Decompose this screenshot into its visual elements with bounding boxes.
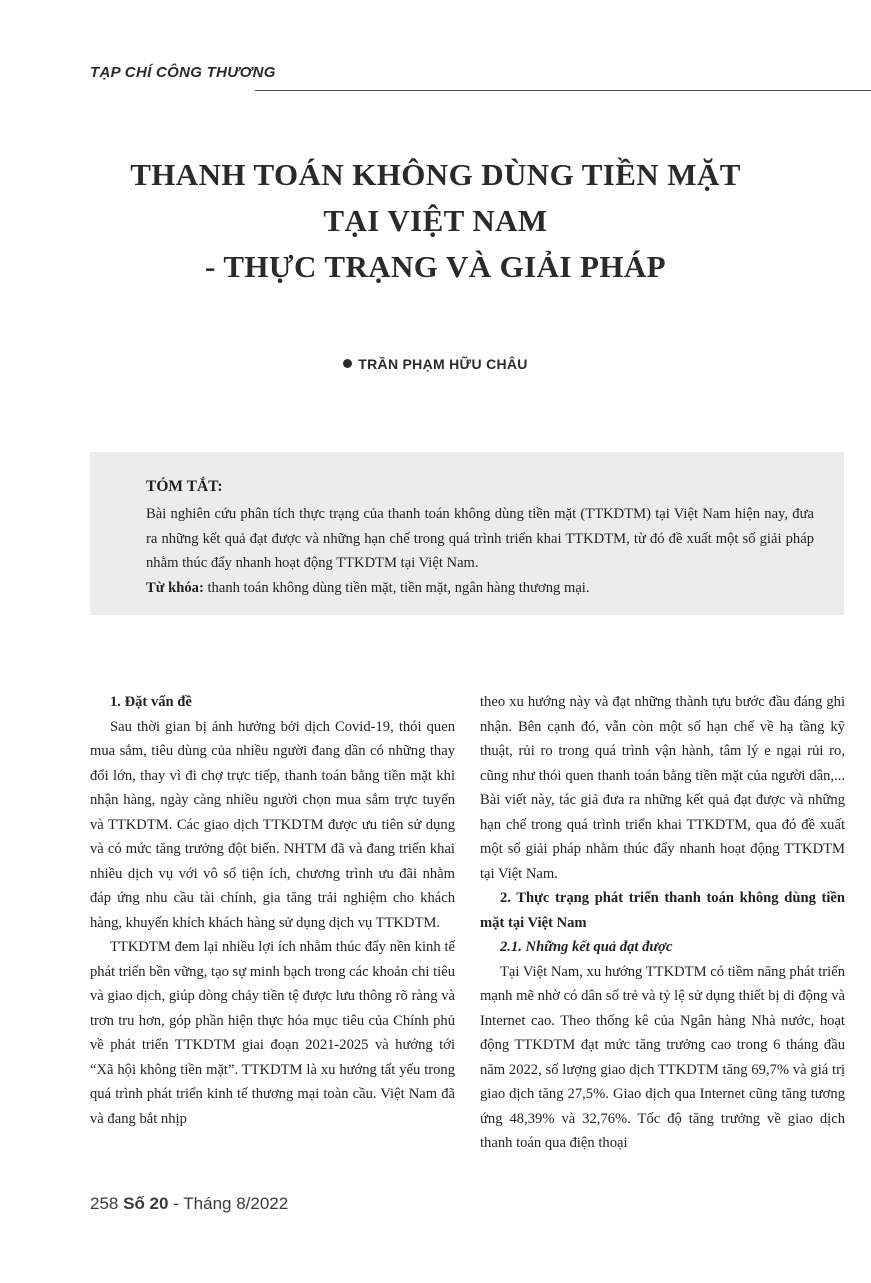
article-title	[0, 152, 871, 290]
keywords-label: Từ khóa:	[146, 579, 204, 596]
keywords-line	[146, 576, 814, 601]
issue-date: - Tháng 8/2022	[173, 1194, 289, 1213]
abstract-text: Bài nghiên cứu phân tích thực trạng của thanh toán không dùng tiền mặt (TTKDTM) tại Việt Nam hiện nay, đưa ra những kết quả đạt được và những hạn chế trong quá trình triển khai TTKDTM, từ đó đề xuất một số giải pháp nhằm thúc đẩy nhanh hoạt động TTKDTM tại Việt Nam.	[146, 506, 814, 571]
author-name: TRẦN PHẠM HỮU CHÂU	[358, 356, 528, 372]
issue-number: Số 20	[123, 1194, 169, 1213]
section-1-heading: 1. Đặt vấn đề	[110, 694, 192, 710]
abstract-heading: TÓM TẮT:	[146, 478, 223, 495]
body-column-right	[480, 690, 845, 1156]
paragraph: Tại Việt Nam, xu hướng TTKDTM có tiềm năng phát triển mạnh mẽ nhờ có dân số trẻ và tỷ lệ sử dụng thiết bị di động và Internet cao. Theo thống kê của Ngân hàng Nhà nước, hoạt động TTKDTM đạt mức tăng trưởng cao trong 6 tháng đầu năm 2022, số lượng giao dịch TTKDTM tăng 69,7% và giá trị giao dịch tăng 27,5%. Giao dịch qua Internet cũng tăng tương ứng 48,39% và 32,76%. Tốc độ tăng trưởng về giao dịch thanh toán qua điện thoại	[480, 963, 845, 1151]
paragraph: Sau thời gian bị ảnh hưởng bởi dịch Covid-19, thói quen mua sắm, tiêu dùng của nhiều người đang dần có những thay đổi lớn, thay vì đi chợ trực tiếp, thanh toán bằng tiền mặt khi nhận hàng, ngày càng nhiều người chọn mua sắm trực tuyến và TTKDTM. Các giao dịch TTKDTM được ưu tiên sử dụng và có mức tăng trưởng đột biến. NHTM đã và đang triển khai nhiều dịch vụ với vô số tiện ích, chương trình ưu đãi nhằm đáp ứng nhu cầu tài chính, gia tăng trải nghiệm cho khách hàng, khuyến khích khách hàng sử dụng dịch vụ TTKDTM.	[90, 718, 455, 931]
body-column-left	[90, 690, 455, 1131]
abstract-body	[146, 502, 814, 600]
journal-name: TẠP CHÍ CÔNG THƯƠNG	[90, 64, 276, 81]
subsection-2-1-heading: 2.1. Những kết quả đạt được	[500, 939, 673, 955]
abstract-box	[90, 452, 844, 615]
title-line-1: THANH TOÁN KHÔNG DÙNG TIỀN MẶT	[130, 157, 741, 192]
paragraph: TTKDTM đem lại nhiều lợi ích nhằm thúc đẩy nền kinh tế phát triển bền vững, tạo sự minh bạch trong các khoản chi tiêu và giao dịch, giúp dòng chảy tiền tệ được lưu thông rõ ràng và trơn tru hơn, góp phần hiện thực hóa mục tiêu của Chính phủ về phát triển TTKDTM giai đoạn 2021-2025 và hướng tới “Xã hội không tiền mặt”. TTKDTM là xu hướng tất yếu trong quá trình phát triển kinh tế thương mại toàn cầu. Việt Nam đã và đang bắt nhịp	[90, 939, 455, 1127]
page-number: 258	[90, 1194, 119, 1213]
journal-header	[90, 64, 871, 94]
section-2-heading: 2. Thực trạng phát triển thanh toán không dùng tiền mặt tại Việt Nam	[480, 890, 845, 931]
title-line-2: TẠI VIỆT NAM	[323, 203, 548, 238]
keywords-text: thanh toán không dùng tiền mặt, tiền mặt, ngân hàng thương mại.	[207, 579, 590, 596]
author-line	[0, 356, 871, 372]
header-rule	[255, 90, 871, 91]
bullet-icon	[343, 359, 352, 368]
title-line-3: - THỰC TRẠNG VÀ GIẢI PHÁP	[205, 249, 666, 284]
page-footer	[90, 1194, 288, 1214]
paragraph: theo xu hướng này và đạt những thành tựu bước đầu đáng ghi nhận. Bên cạnh đó, vẫn còn một số hạn chế về hạ tầng kỹ thuật, rủi ro trong quá trình vận hành, tâm lý e ngại rủi ro, cũng như thói quen thanh toán bằng tiền mặt của người dân,... Bài viết này, tác giả đưa ra những kết quả đạt được và những hạn chế trong quá trình triển khai TTKDTM, qua đó đề xuất một số giải pháp nhằm thúc đẩy nhanh hoạt động TTKDTM tại Việt Nam.	[480, 694, 845, 882]
